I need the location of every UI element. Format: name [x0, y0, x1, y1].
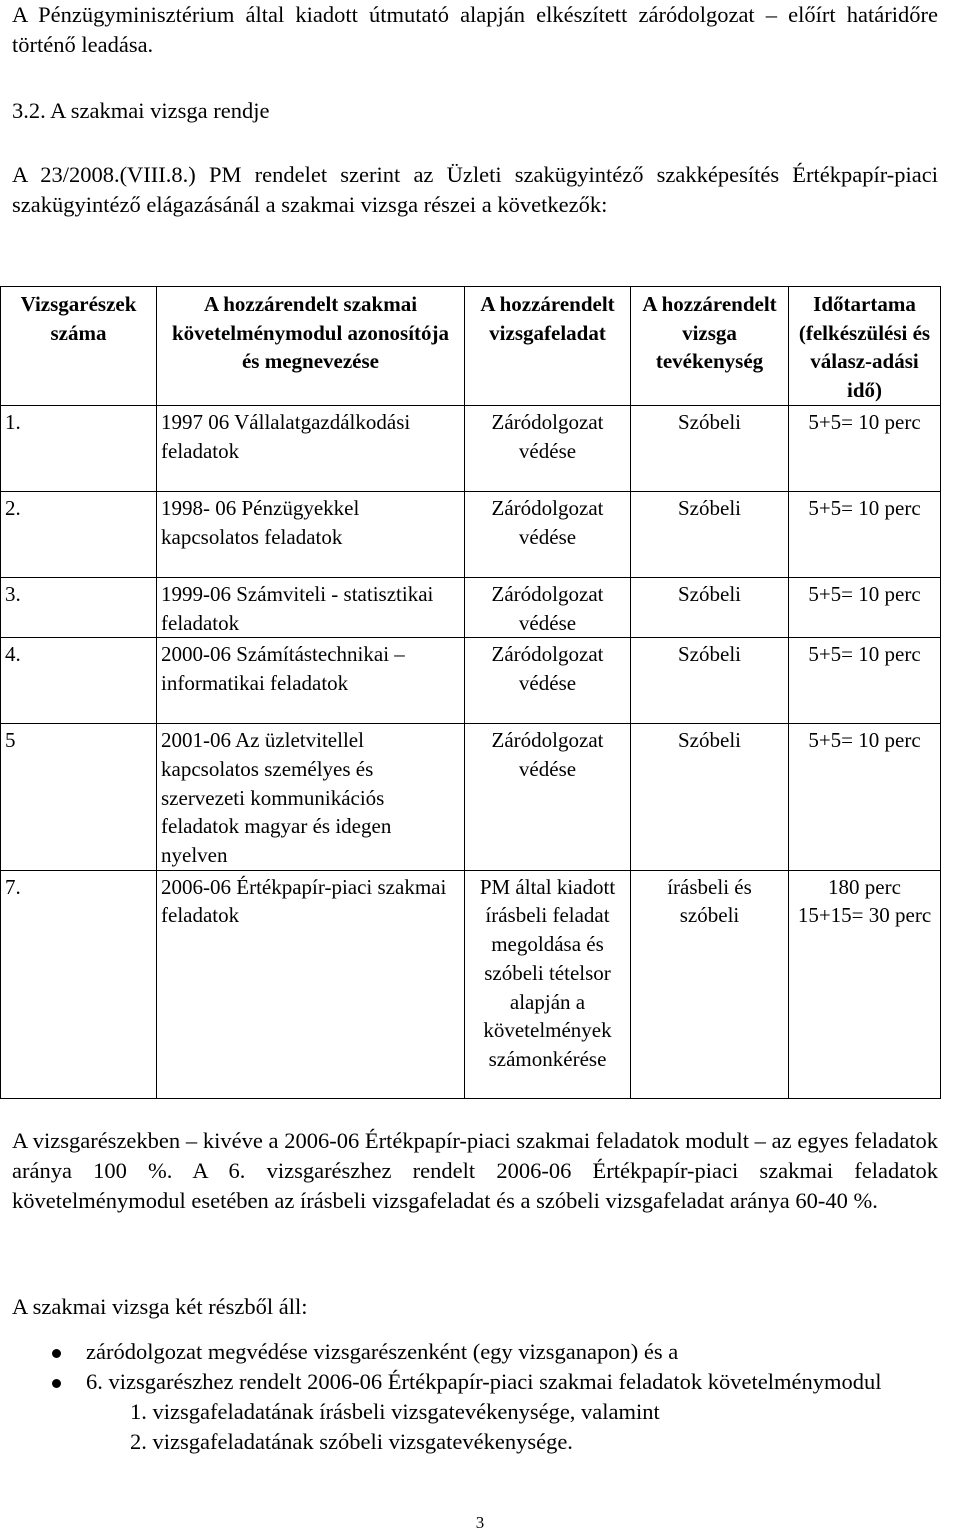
row-duration: 180 perc 15+15= 30 perc: [789, 870, 941, 1098]
row-task: Záródolgozat védése: [465, 405, 631, 491]
section-heading: 3.2. A szakmai vizsga rendje: [12, 98, 270, 123]
row-module: 1998- 06 Pénzügyekkel kapcsolatos feladatok: [157, 491, 465, 577]
table-row: [1, 638, 941, 724]
header-duration-note: (felkészülési és válasz-adási idő): [798, 320, 931, 403]
header-module: A hozzárendelt szakmai követelménymodul azonosítója és megnevezése: [157, 287, 465, 406]
row-activity: Szóbeli: [631, 724, 789, 871]
row-task: Záródolgozat védése: [465, 638, 631, 724]
table-row: [1, 724, 941, 871]
row-activity: Szóbeli: [631, 405, 789, 491]
page-number: 3: [475, 1513, 485, 1532]
row-module: 2000-06 Számítástechnikai – informatikai feladatok: [157, 638, 465, 724]
regulation-paragraph: A 23/2008.(VIII.8.) PM rendelet szerint az Üzleti szakügyintéző szakképesítés Értékpapír-piaci szakügyintéző elágazásánál a szakmai vizsga részei a következők:: [12, 162, 938, 217]
row-task: Záródolgozat védése: [465, 724, 631, 871]
header-activity: A hozzárendelt vizsga tevékenység: [631, 287, 789, 406]
row-module: 1997 06 Vállalatgazdálkodási feladatok: [157, 405, 465, 491]
row-activity: Szóbeli: [631, 491, 789, 577]
row-number: 7.: [1, 870, 157, 1098]
intro-paragraph: A Pénzügyminisztérium által kiadott útmutató alapján elkészített záródolgozat – előírt határidőre történő leadása.: [12, 2, 938, 57]
sub-list-item: 1. vizsgafeladatának írásbeli vizsgatevékenysége, valamint: [130, 1399, 660, 1424]
ratio-paragraph: A vizsgarészekben – kivéve a 2006-06 Értékpapír-piaci szakmai feladatok modult – az egyes feladatok aránya 100 %. A 6. vizsgarészhez rendelt 2006-06 Értékpapír-piaci szakmai feladatok követelménymodul esetében az írásbeli vizsgafeladat és a szóbeli vizsgafeladat aránya 60-40 %.: [12, 1128, 938, 1213]
row-task: Záródolgozat védése: [465, 577, 631, 637]
header-duration-title: Időtartama: [813, 292, 916, 316]
list-item-text: 6. vizsgarészhez rendelt 2006-06 Értékpapír-piaci szakmai feladatok követelménymodul: [86, 1369, 882, 1394]
sub-list: [86, 1397, 938, 1457]
row-module: 1999-06 Számviteli - statisztikai feladatok: [157, 577, 465, 637]
row-duration: 5+5= 10 perc: [789, 724, 941, 871]
list-item: [12, 1367, 938, 1457]
sub-list-item: 2. vizsgafeladatának szóbeli vizsgatevékenysége.: [130, 1429, 573, 1454]
exam-parts-intro: A szakmai vizsga két részből áll:: [12, 1294, 308, 1319]
row-activity: Szóbeli: [631, 638, 789, 724]
list-item: [12, 1337, 938, 1367]
header-duration: [789, 287, 941, 406]
exam-parts-list: [12, 1337, 938, 1457]
bullet-icon: [52, 1379, 61, 1388]
header-part-number: Vizsgarészek száma: [1, 287, 157, 406]
exam-parts-table: [0, 286, 941, 1099]
row-number: 5: [1, 724, 157, 871]
row-duration: 5+5= 10 perc: [789, 577, 941, 637]
row-activity: Szóbeli: [631, 577, 789, 637]
table-row: [1, 405, 941, 491]
table-row: [1, 577, 941, 637]
header-task: A hozzárendelt vizsgafeladat: [465, 287, 631, 406]
table-row: [1, 870, 941, 1098]
row-module: 2001-06 Az üzletvitellel kapcsolatos személyes és szervezeti kommunikációs feladatok magyar és idegen nyelven: [157, 724, 465, 871]
bullet-icon: [52, 1349, 61, 1358]
row-duration: 5+5= 10 perc: [789, 638, 941, 724]
row-number: 4.: [1, 638, 157, 724]
table-row: [1, 491, 941, 577]
row-number: 1.: [1, 405, 157, 491]
row-task: PM által kiadott írásbeli feladat megoldása és szóbeli tételsor alapján a követelmények számonkérése: [465, 870, 631, 1098]
table-header-row: [1, 287, 941, 406]
row-number: 2.: [1, 491, 157, 577]
row-activity: írásbeli és szóbeli: [631, 870, 789, 1098]
row-duration: 5+5= 10 perc: [789, 491, 941, 577]
row-task: Záródolgozat védése: [465, 491, 631, 577]
row-module: 2006-06 Értékpapír-piaci szakmai feladatok: [157, 870, 465, 1098]
list-item-text: záródolgozat megvédése vizsgarészenként (egy vizsganapon) és a: [86, 1339, 679, 1364]
row-duration: 5+5= 10 perc: [789, 405, 941, 491]
row-number: 3.: [1, 577, 157, 637]
